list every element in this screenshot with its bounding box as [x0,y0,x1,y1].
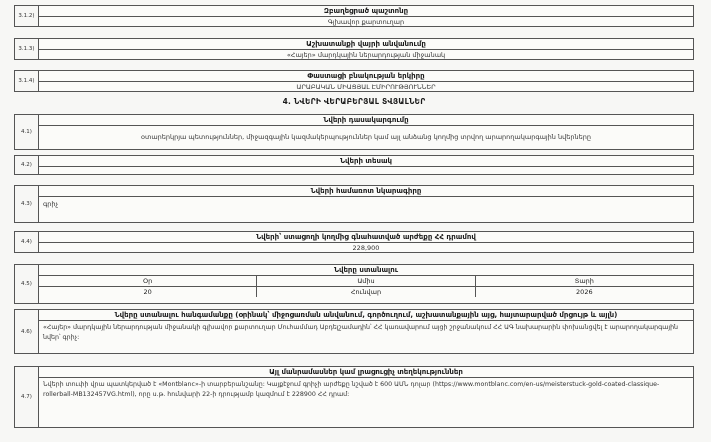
row-header: Նվերի տեսակ [39,156,693,167]
row-header: Աշխատանքի վայրի անվանումը [39,39,693,50]
column-month: Ամիս [257,276,475,286]
row-value: 228,900 [352,244,380,252]
row-4-2 [14,155,694,175]
row-4-4 [14,231,694,253]
row-header: Այլ մանրամասներ կամ լրացուցիչ տեղեկություններ [39,367,693,378]
row-value: օտարերկրյա պետություններ, միջազգային կազմակերպություններ կամ այլ անձանց կողմից տրվող արարողակարգային նվերները [141,133,591,141]
row-box [38,5,694,27]
row-number: 4.4) [14,231,38,253]
row-number: 4.5) [14,264,38,304]
row-3-1-2 [14,5,694,27]
row-header: Նվերը ստանալու հանգամանքը (օրինակ՝ միջոցառման անվանում, գործուղում, աշխատանքային այց, հայտարարված մրցույթ և այլն) [39,310,693,321]
row-3-1-3 [14,38,694,60]
row-number: 4.7) [14,366,38,428]
row-header: Նվերի՝ ստացողի կողմից գնահատված արժեքը ՀՀ դրամով [39,232,693,243]
row-box [38,264,694,304]
section-title: 4. ՆՎԵՐԻ ՎԵՐԱԲԵՐՅԱԼ ՏՎՅԱԼՆԵՐ [282,97,426,106]
row-header: Նվերը ստանալու [39,265,693,276]
value-month: Հունվար [257,287,475,297]
value-day: 20 [39,287,257,297]
row-value: Նվերի տուփի վրա պատկերված է «Montblanc»-ի տարբերանշանը: Կայքէջում գրիչի արժեքը նշված է 600 ԱՄՆ դոլար (https://www.montblanc.com/en-us/meisterstuck-gold-coated-classique-rollerball-MB132457VG.html), որը ս.թ. հունվարի 22-ի դրությամբ կազմում է 228900 ՀՀ դրամ: [43,381,660,398]
row-number: 3.1.3) [14,38,38,60]
row-header: Նվերի համառոտ նկարագիրը [39,186,693,197]
row-value: «Հայեր» մարդկային ներարդության միջանակ [286,51,446,59]
row-4-7 [14,366,694,428]
row-header: Փաստացի բնակության երկիրը [39,71,693,82]
row-box [38,231,694,253]
row-value: ԱՐԱԲԱԿԱՆ ՄԻԱՑՅԱԼ ԷՄԻՐՈՒԹՅՈՒՆՆԵՐ [296,83,436,91]
row-number: 3.1.4) [14,70,38,92]
row-value: «Հայեր» մարդկային ներարդության միջանակի գլխավոր քարտուղար Մուհամմադ Աբդելշամադին՝ ՀՀ կառավարում այցի շրջանակում ՀՀ ԱԳ նախարարին փոխանցվել է արարողակարգային նվեր՝ գրիչ: [43,324,679,341]
row-4-1 [14,114,694,150]
row-box [38,114,694,150]
row-box [38,185,694,223]
date-values [39,287,693,297]
row-box [38,70,694,92]
row-number: 4.2) [14,155,38,175]
column-day: Օր [39,276,257,286]
value-year: 2026 [576,288,593,296]
row-number: 4.3) [14,185,38,223]
row-4-6 [14,309,694,354]
row-number: 4.6) [14,309,38,354]
column-year: Տարի [574,277,594,285]
row-number: 4.1) [14,114,38,150]
row-4-3 [14,185,694,223]
row-4-5 [14,264,694,304]
row-header: Զբաղեցրած պաշտոնը [39,6,693,17]
row-value: Գլխավոր քարտուղար [327,18,405,26]
row-header: Նվերի դասակարգումը [39,115,693,126]
row-value: գրիչ [43,200,59,208]
row-box [38,38,694,60]
date-column-headers [39,276,693,287]
row-3-1-4 [14,70,694,92]
row-box [38,366,694,428]
row-number: 3.1.2) [14,5,38,27]
row-box [38,155,694,175]
row-box [38,309,694,354]
